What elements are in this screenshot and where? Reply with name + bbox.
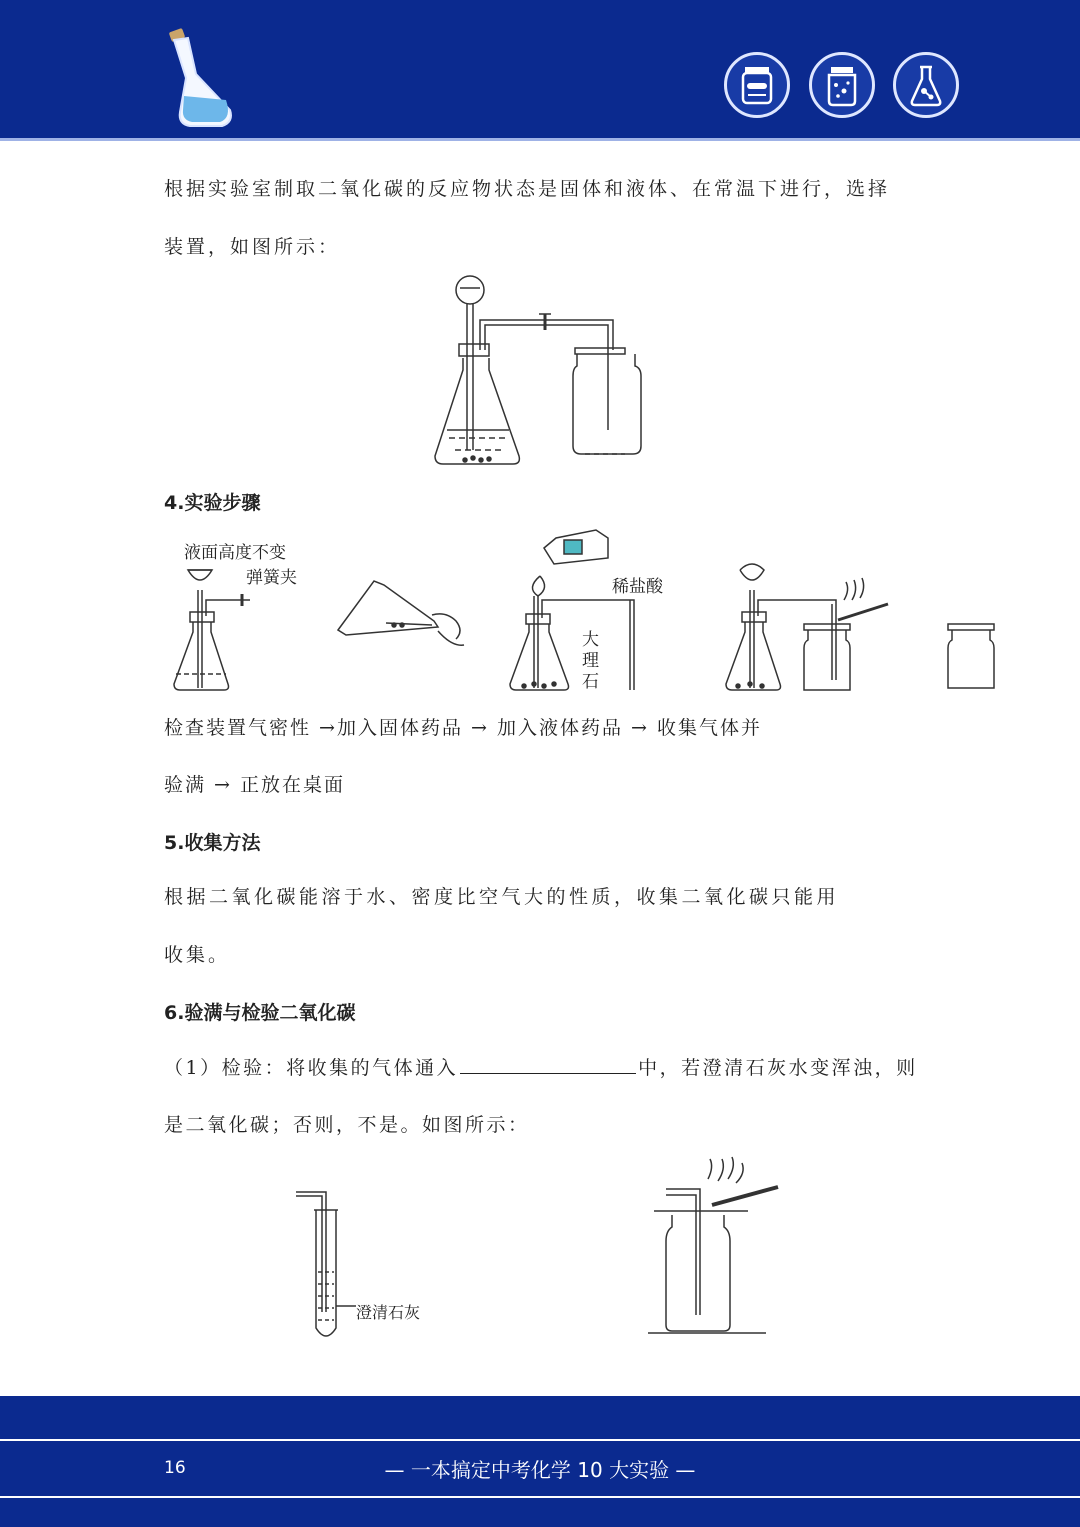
- airtightness-check-figure: [166, 560, 266, 695]
- book-title: — 一本搞定中考化学 10 大实验 —: [384, 1458, 696, 1482]
- limewater-label: 澄清石灰: [356, 1303, 421, 1322]
- spring-clamp-label: 弹簧夹: [246, 568, 297, 588]
- gas-bottle-splint-figure: [646, 1155, 786, 1340]
- add-solid-reagent-figure: [334, 575, 474, 660]
- co2-generation-apparatus-figure: [425, 270, 655, 470]
- flask-logo-icon: [160, 26, 240, 130]
- page-header: [0, 0, 1080, 141]
- section-5-line-1: 根据二氧化碳能溶于水、密度比空气大的性质，收集二氧化碳只能用: [164, 886, 840, 908]
- section-6-line-1: （1）检验：将收集的气体通入 中，若澄清石灰水变浑浊，则: [164, 1057, 918, 1079]
- bubbles-jar-badge-icon: [809, 52, 875, 118]
- limewater-test-tube-figure: [290, 1188, 370, 1348]
- collect-gas-figure: [718, 560, 898, 695]
- steps-line-1: 检查装置气密性 →加入固体药品 → 加入液体药品 → 收集气体并: [164, 717, 762, 739]
- section-4-heading: 4.实验步骤: [164, 492, 261, 514]
- steps-line-2: 验满 → 正放在桌面: [164, 774, 345, 796]
- flask-molecule-badge-icon: [893, 52, 959, 118]
- dilute-hcl-label: 稀盐酸: [612, 577, 663, 597]
- section-5-heading: 5.收集方法: [164, 832, 261, 854]
- add-liquid-reagent-figure: [504, 528, 644, 694]
- intro-line-2: 装置，如图所示：: [164, 236, 341, 258]
- section-5-line-2: 收集。: [164, 944, 231, 966]
- intro-line-1: 根据实验室制取二氧化碳的反应物状态是固体和液体、在常温下进行，选择: [164, 178, 891, 200]
- reagent-jar-badge-icon: [724, 52, 790, 118]
- answer-blank[interactable]: [460, 1055, 636, 1074]
- page-number: 16: [164, 1458, 186, 1478]
- section-6-heading: 6.验满与检验二氧化碳: [164, 1002, 356, 1024]
- section-6-line-2: 是二氧化碳；否则，不是。如图所示：: [164, 1114, 530, 1136]
- marble-label: 大 理 石: [582, 630, 599, 692]
- liquid-level-label: 液面高度不变: [184, 543, 286, 563]
- page-footer: [0, 1396, 1080, 1527]
- upright-bottom-figure: [944, 620, 998, 692]
